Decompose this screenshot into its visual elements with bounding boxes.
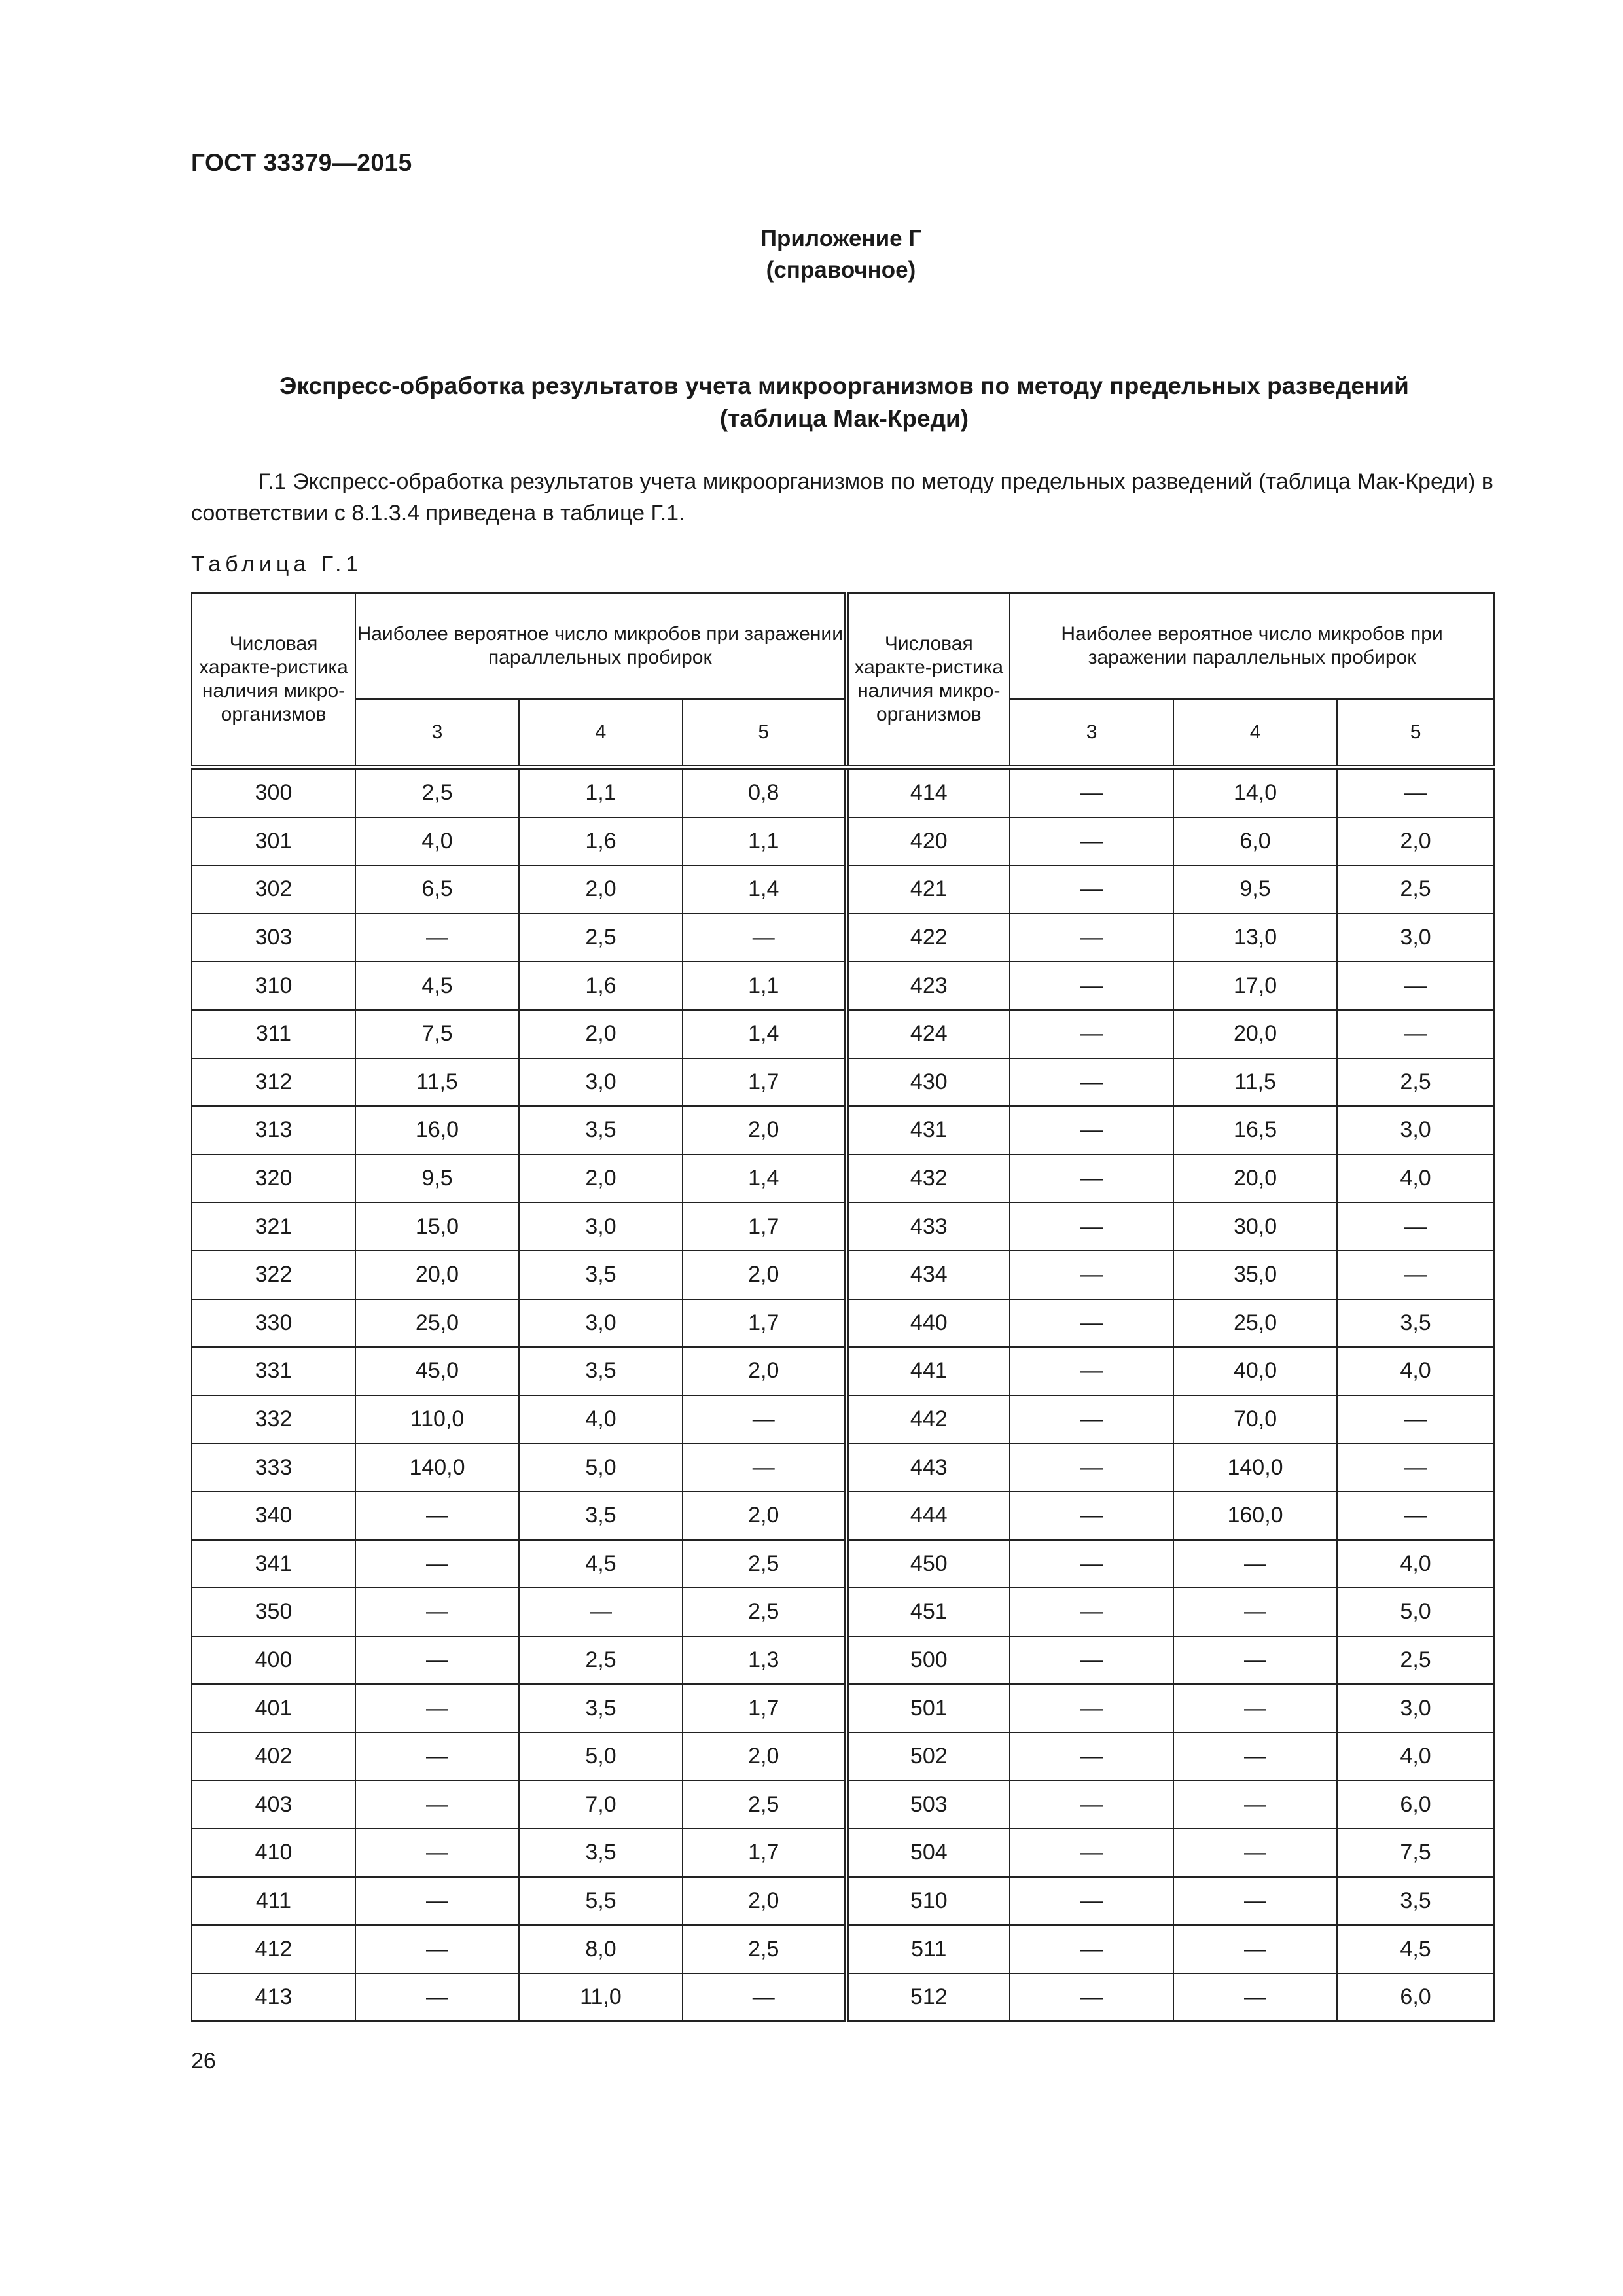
table-row (192, 817, 1494, 866)
cell-mpn-5-left: 0,8 (683, 768, 846, 817)
cell-mpn-4-right: 140,0 (1173, 1443, 1337, 1492)
cell-mpn-4-left: 3,5 (519, 1251, 683, 1299)
cell-mpn-3-right: — (1010, 1251, 1173, 1299)
cell-mpn-5-left: 1,7 (683, 1684, 846, 1732)
cell-mpn-4-left: 11,0 (519, 1973, 683, 2022)
cell-mpn-5-left: 1,4 (683, 1010, 846, 1058)
cell-mpn-3-left: — (355, 1732, 519, 1781)
cell-mpn-5-left: 2,0 (683, 1732, 846, 1781)
cell-characteristic-left: 311 (192, 1010, 355, 1058)
cell-mpn-5-right: 3,5 (1337, 1299, 1494, 1348)
table-row (192, 1251, 1494, 1299)
table-row (192, 961, 1494, 1010)
cell-characteristic-right: 441 (846, 1347, 1010, 1395)
appendix-kind: (справочное) (766, 257, 916, 283)
cell-mpn-4-left: 8,0 (519, 1925, 683, 1973)
table-row (192, 1299, 1494, 1348)
cell-characteristic-right: 510 (846, 1877, 1010, 1926)
header-group-right: Наиболее вероятное число микробов при заражении параллельных пробирок (1010, 593, 1494, 699)
cell-characteristic-right: 432 (846, 1155, 1010, 1203)
cell-mpn-5-right: — (1337, 1010, 1494, 1058)
cell-mpn-3-right: — (1010, 1829, 1173, 1877)
cell-mpn-4-left: 2,5 (519, 914, 683, 962)
subheader-5-left: 5 (683, 699, 846, 768)
cell-mpn-5-right: 2,0 (1337, 817, 1494, 866)
cell-mpn-5-right: — (1337, 1202, 1494, 1251)
cell-characteristic-right: 504 (846, 1829, 1010, 1877)
cell-characteristic-right: 443 (846, 1443, 1010, 1492)
cell-mpn-4-left: 4,5 (519, 1540, 683, 1588)
cell-mpn-5-right: 2,5 (1337, 1058, 1494, 1107)
cell-characteristic-left: 413 (192, 1973, 355, 2022)
cell-mpn-3-left: — (355, 1925, 519, 1973)
table-row (192, 1492, 1494, 1540)
subheader-4-right: 4 (1173, 699, 1337, 768)
cell-mpn-4-right: — (1173, 1877, 1337, 1926)
subheader-3-right: 3 (1010, 699, 1173, 768)
cell-mpn-3-left: — (355, 1973, 519, 2022)
cell-characteristic-left: 331 (192, 1347, 355, 1395)
cell-mpn-4-right: 17,0 (1173, 961, 1337, 1010)
table-row (192, 1588, 1494, 1636)
cell-characteristic-left: 312 (192, 1058, 355, 1107)
cell-mpn-4-right: 70,0 (1173, 1395, 1337, 1444)
cell-mpn-5-left: 1,7 (683, 1058, 846, 1107)
table-body (192, 768, 1494, 2022)
cell-mpn-3-left: 6,5 (355, 865, 519, 914)
table-row (192, 1010, 1494, 1058)
cell-mpn-4-left: — (519, 1588, 683, 1636)
cell-characteristic-left: 320 (192, 1155, 355, 1203)
cell-mpn-5-right: — (1337, 1395, 1494, 1444)
cell-mpn-5-left: 1,1 (683, 961, 846, 1010)
cell-mpn-5-right: 4,0 (1337, 1732, 1494, 1781)
cell-mpn-5-left: 2,0 (683, 1492, 846, 1540)
cell-characteristic-left: 350 (192, 1588, 355, 1636)
table-row (192, 1106, 1494, 1155)
cell-mpn-4-left: 1,6 (519, 817, 683, 866)
cell-mpn-3-right: — (1010, 1973, 1173, 2022)
cell-mpn-3-left: — (355, 1684, 519, 1732)
cell-mpn-3-right: — (1010, 1010, 1173, 1058)
cell-mpn-3-right: — (1010, 1732, 1173, 1781)
cell-mpn-5-left: 2,5 (683, 1925, 846, 1973)
cell-mpn-3-left: 110,0 (355, 1395, 519, 1444)
cell-mpn-4-left: 1,6 (519, 961, 683, 1010)
cell-mpn-4-left: 3,0 (519, 1202, 683, 1251)
cell-mpn-4-left: 3,5 (519, 1829, 683, 1877)
cell-characteristic-left: 340 (192, 1492, 355, 1540)
cell-mpn-4-right: — (1173, 1925, 1337, 1973)
cell-mpn-5-right: 4,0 (1337, 1540, 1494, 1588)
cell-mpn-5-right: 3,0 (1337, 1106, 1494, 1155)
cell-mpn-4-left: 5,0 (519, 1732, 683, 1781)
cell-mpn-4-right: 14,0 (1173, 768, 1337, 817)
cell-mpn-3-right: — (1010, 865, 1173, 914)
cell-characteristic-right: 502 (846, 1732, 1010, 1781)
cell-mpn-4-left: 7,0 (519, 1780, 683, 1829)
cell-mpn-3-left: — (355, 914, 519, 962)
table-row (192, 1829, 1494, 1877)
cell-mpn-5-left: 1,7 (683, 1299, 846, 1348)
cell-mpn-3-right: — (1010, 768, 1173, 817)
cell-mpn-4-right: — (1173, 1973, 1337, 2022)
cell-mpn-4-right: 20,0 (1173, 1010, 1337, 1058)
cell-mpn-5-left: 2,0 (683, 1347, 846, 1395)
cell-characteristic-left: 302 (192, 865, 355, 914)
cell-mpn-5-left: 2,5 (683, 1588, 846, 1636)
table-row (192, 1636, 1494, 1685)
cell-characteristic-left: 333 (192, 1443, 355, 1492)
cell-mpn-3-right: — (1010, 1492, 1173, 1540)
cell-mpn-3-left: 4,0 (355, 817, 519, 866)
cell-mpn-4-left: 4,0 (519, 1395, 683, 1444)
table-row (192, 1732, 1494, 1781)
cell-characteristic-left: 313 (192, 1106, 355, 1155)
cell-mpn-3-right: — (1010, 1780, 1173, 1829)
cell-mpn-4-right: 16,5 (1173, 1106, 1337, 1155)
cell-mpn-3-right: — (1010, 1347, 1173, 1395)
cell-mpn-4-left: 3,5 (519, 1492, 683, 1540)
cell-mpn-4-right: — (1173, 1780, 1337, 1829)
cell-mpn-5-right: 6,0 (1337, 1973, 1494, 2022)
page-number: 26 (191, 2049, 216, 2073)
cell-mpn-4-right: 6,0 (1173, 817, 1337, 866)
cell-characteristic-right: 511 (846, 1925, 1010, 1973)
cell-mpn-3-left: — (355, 1492, 519, 1540)
table-row (192, 1684, 1494, 1732)
cell-mpn-4-left: 3,5 (519, 1684, 683, 1732)
cell-mpn-4-right: — (1173, 1684, 1337, 1732)
appendix-title: Приложение Г (760, 226, 922, 251)
cell-mpn-5-right: — (1337, 961, 1494, 1010)
header-group-left: Наиболее вероятное число микробов при заражении параллельных пробирок (355, 593, 846, 699)
cell-mpn-3-right: — (1010, 1395, 1173, 1444)
cell-characteristic-right: 423 (846, 961, 1010, 1010)
cell-mpn-4-right: 9,5 (1173, 865, 1337, 914)
cell-characteristic-left: 310 (192, 961, 355, 1010)
cell-characteristic-right: 440 (846, 1299, 1010, 1348)
cell-characteristic-right: 442 (846, 1395, 1010, 1444)
cell-mpn-5-left: 1,3 (683, 1636, 846, 1685)
table-row (192, 1780, 1494, 1829)
table-row (192, 1877, 1494, 1926)
cell-characteristic-right: 512 (846, 1973, 1010, 2022)
cell-mpn-4-left: 2,5 (519, 1636, 683, 1685)
cell-mpn-4-left: 3,5 (519, 1106, 683, 1155)
cell-mpn-3-right: — (1010, 1540, 1173, 1588)
cell-mpn-5-right: 3,0 (1337, 1684, 1494, 1732)
cell-characteristic-left: 330 (192, 1299, 355, 1348)
table-row (192, 865, 1494, 914)
cell-mpn-5-left: — (683, 1395, 846, 1444)
cell-mpn-5-right: 3,0 (1337, 914, 1494, 962)
cell-mpn-4-right: 11,5 (1173, 1058, 1337, 1107)
cell-mpn-4-right: — (1173, 1732, 1337, 1781)
cell-characteristic-right: 434 (846, 1251, 1010, 1299)
cell-mpn-3-left: 140,0 (355, 1443, 519, 1492)
cell-mpn-5-right: 5,0 (1337, 1588, 1494, 1636)
cell-mpn-3-right: — (1010, 817, 1173, 866)
cell-mpn-5-left: 1,7 (683, 1829, 846, 1877)
cell-mpn-3-right: — (1010, 1443, 1173, 1492)
cell-mpn-5-right: 2,5 (1337, 1636, 1494, 1685)
cell-mpn-3-left: — (355, 1588, 519, 1636)
cell-mpn-4-left: 1,1 (519, 768, 683, 817)
cell-mpn-3-left: 7,5 (355, 1010, 519, 1058)
cell-mpn-3-right: — (1010, 1058, 1173, 1107)
table-row (192, 1443, 1494, 1492)
cell-characteristic-right: 421 (846, 865, 1010, 914)
cell-mpn-5-left: 2,0 (683, 1251, 846, 1299)
cell-mpn-3-right: — (1010, 961, 1173, 1010)
cell-mpn-5-left: 2,0 (683, 1877, 846, 1926)
cell-mpn-5-right: 3,5 (1337, 1877, 1494, 1926)
cell-mpn-4-right: 35,0 (1173, 1251, 1337, 1299)
cell-mpn-5-left: — (683, 1443, 846, 1492)
cell-characteristic-left: 402 (192, 1732, 355, 1781)
cell-characteristic-right: 501 (846, 1684, 1010, 1732)
cell-mpn-3-left: 4,5 (355, 961, 519, 1010)
cell-mpn-4-right: — (1173, 1829, 1337, 1877)
cell-mpn-4-right: — (1173, 1540, 1337, 1588)
cell-mpn-5-right: 4,0 (1337, 1155, 1494, 1203)
cell-characteristic-left: 412 (192, 1925, 355, 1973)
cell-mpn-3-left: — (355, 1829, 519, 1877)
cell-mpn-4-right: 30,0 (1173, 1202, 1337, 1251)
cell-mpn-3-right: — (1010, 1636, 1173, 1685)
intro-paragraph: Г.1 Экспресс-обработка результатов учета микроорганизмов по методу предельных разведений (таблица Мак-Креди) в соответствии с 8.1.3.4 приведена в таблице Г.1. (191, 469, 1493, 526)
cell-mpn-4-left: 3,5 (519, 1347, 683, 1395)
cell-mpn-3-left: — (355, 1780, 519, 1829)
cell-mpn-5-left: 1,1 (683, 817, 846, 866)
cell-mpn-3-right: — (1010, 1877, 1173, 1926)
mccrady-table (191, 592, 1495, 2022)
section-heading: Экспресс-обработка результатов учета микроорганизмов по методу предельных разведений (таблица Мак-Креди) (279, 372, 1409, 432)
cell-mpn-3-left: 20,0 (355, 1251, 519, 1299)
cell-mpn-4-left: 5,5 (519, 1877, 683, 1926)
cell-mpn-3-right: — (1010, 1684, 1173, 1732)
cell-mpn-3-right: — (1010, 1106, 1173, 1155)
cell-mpn-4-right: 25,0 (1173, 1299, 1337, 1348)
header-characteristic-left: Числовая характе-ристика наличия микро-организмов (192, 593, 355, 768)
cell-characteristic-left: 322 (192, 1251, 355, 1299)
cell-mpn-3-right: — (1010, 1299, 1173, 1348)
subheader-4-left: 4 (519, 699, 683, 768)
cell-mpn-3-left: 11,5 (355, 1058, 519, 1107)
cell-mpn-3-left: 25,0 (355, 1299, 519, 1348)
cell-mpn-5-left: 1,4 (683, 865, 846, 914)
cell-mpn-5-right: 4,5 (1337, 1925, 1494, 1973)
cell-characteristic-left: 303 (192, 914, 355, 962)
cell-mpn-3-left: — (355, 1636, 519, 1685)
cell-characteristic-left: 341 (192, 1540, 355, 1588)
cell-mpn-5-right: 6,0 (1337, 1780, 1494, 1829)
table-row (192, 768, 1494, 817)
table-row (192, 1202, 1494, 1251)
cell-characteristic-left: 301 (192, 817, 355, 866)
cell-mpn-3-left: 16,0 (355, 1106, 519, 1155)
cell-mpn-4-left: 2,0 (519, 1010, 683, 1058)
cell-characteristic-left: 410 (192, 1829, 355, 1877)
cell-mpn-3-left: — (355, 1540, 519, 1588)
cell-characteristic-left: 400 (192, 1636, 355, 1685)
cell-mpn-5-left: — (683, 914, 846, 962)
subheader-5-right: 5 (1337, 699, 1494, 768)
cell-mpn-3-left: — (355, 1877, 519, 1926)
cell-mpn-3-right: — (1010, 1202, 1173, 1251)
cell-characteristic-right: 431 (846, 1106, 1010, 1155)
cell-mpn-4-right: 13,0 (1173, 914, 1337, 962)
table-row (192, 1155, 1494, 1203)
header-characteristic-right: Числовая характе-ристика наличия микро-организмов (846, 593, 1010, 768)
cell-characteristic-left: 403 (192, 1780, 355, 1829)
cell-mpn-4-right: 40,0 (1173, 1347, 1337, 1395)
cell-mpn-5-right: 7,5 (1337, 1829, 1494, 1877)
cell-characteristic-right: 420 (846, 817, 1010, 866)
cell-characteristic-left: 321 (192, 1202, 355, 1251)
cell-mpn-3-right: — (1010, 914, 1173, 962)
cell-mpn-5-right: — (1337, 768, 1494, 817)
cell-mpn-4-left: 5,0 (519, 1443, 683, 1492)
cell-mpn-5-left: 1,4 (683, 1155, 846, 1203)
cell-characteristic-left: 300 (192, 768, 355, 817)
document-code: ГОСТ 33379—2015 (191, 149, 412, 176)
cell-mpn-3-left: 45,0 (355, 1347, 519, 1395)
table-container (191, 592, 1493, 2022)
cell-mpn-3-left: 15,0 (355, 1202, 519, 1251)
table-caption: Таблица Г.1 (191, 552, 363, 577)
cell-mpn-5-left: 2,0 (683, 1106, 846, 1155)
cell-characteristic-left: 411 (192, 1877, 355, 1926)
cell-mpn-4-right: — (1173, 1636, 1337, 1685)
table-row (192, 1540, 1494, 1588)
cell-mpn-3-right: — (1010, 1588, 1173, 1636)
cell-mpn-5-left: 2,5 (683, 1780, 846, 1829)
cell-mpn-3-right: — (1010, 1155, 1173, 1203)
table-row (192, 1347, 1494, 1395)
cell-mpn-4-left: 2,0 (519, 865, 683, 914)
cell-mpn-4-right: — (1173, 1588, 1337, 1636)
cell-mpn-5-left: 1,7 (683, 1202, 846, 1251)
cell-characteristic-right: 433 (846, 1202, 1010, 1251)
cell-characteristic-right: 422 (846, 914, 1010, 962)
cell-mpn-4-left: 3,0 (519, 1299, 683, 1348)
cell-characteristic-left: 401 (192, 1684, 355, 1732)
cell-mpn-3-left: 9,5 (355, 1155, 519, 1203)
cell-mpn-5-right: — (1337, 1443, 1494, 1492)
cell-characteristic-right: 414 (846, 768, 1010, 817)
cell-mpn-3-left: 2,5 (355, 768, 519, 817)
cell-mpn-5-left: — (683, 1973, 846, 2022)
table-row (192, 1925, 1494, 1973)
cell-characteristic-right: 451 (846, 1588, 1010, 1636)
cell-mpn-3-right: — (1010, 1925, 1173, 1973)
table-row (192, 1395, 1494, 1444)
subheader-3-left: 3 (355, 699, 519, 768)
cell-mpn-4-right: 160,0 (1173, 1492, 1337, 1540)
cell-mpn-5-right: 4,0 (1337, 1347, 1494, 1395)
cell-characteristic-right: 500 (846, 1636, 1010, 1685)
cell-characteristic-right: 450 (846, 1540, 1010, 1588)
cell-mpn-4-left: 3,0 (519, 1058, 683, 1107)
cell-characteristic-right: 444 (846, 1492, 1010, 1540)
cell-mpn-5-right: — (1337, 1492, 1494, 1540)
cell-characteristic-right: 503 (846, 1780, 1010, 1829)
cell-mpn-5-right: 2,5 (1337, 865, 1494, 914)
cell-mpn-5-right: — (1337, 1251, 1494, 1299)
cell-mpn-4-left: 2,0 (519, 1155, 683, 1203)
cell-mpn-5-left: 2,5 (683, 1540, 846, 1588)
cell-characteristic-right: 424 (846, 1010, 1010, 1058)
cell-characteristic-right: 430 (846, 1058, 1010, 1107)
cell-mpn-4-right: 20,0 (1173, 1155, 1337, 1203)
cell-characteristic-left: 332 (192, 1395, 355, 1444)
table-row (192, 1973, 1494, 2022)
table-row (192, 914, 1494, 962)
table-row (192, 1058, 1494, 1107)
